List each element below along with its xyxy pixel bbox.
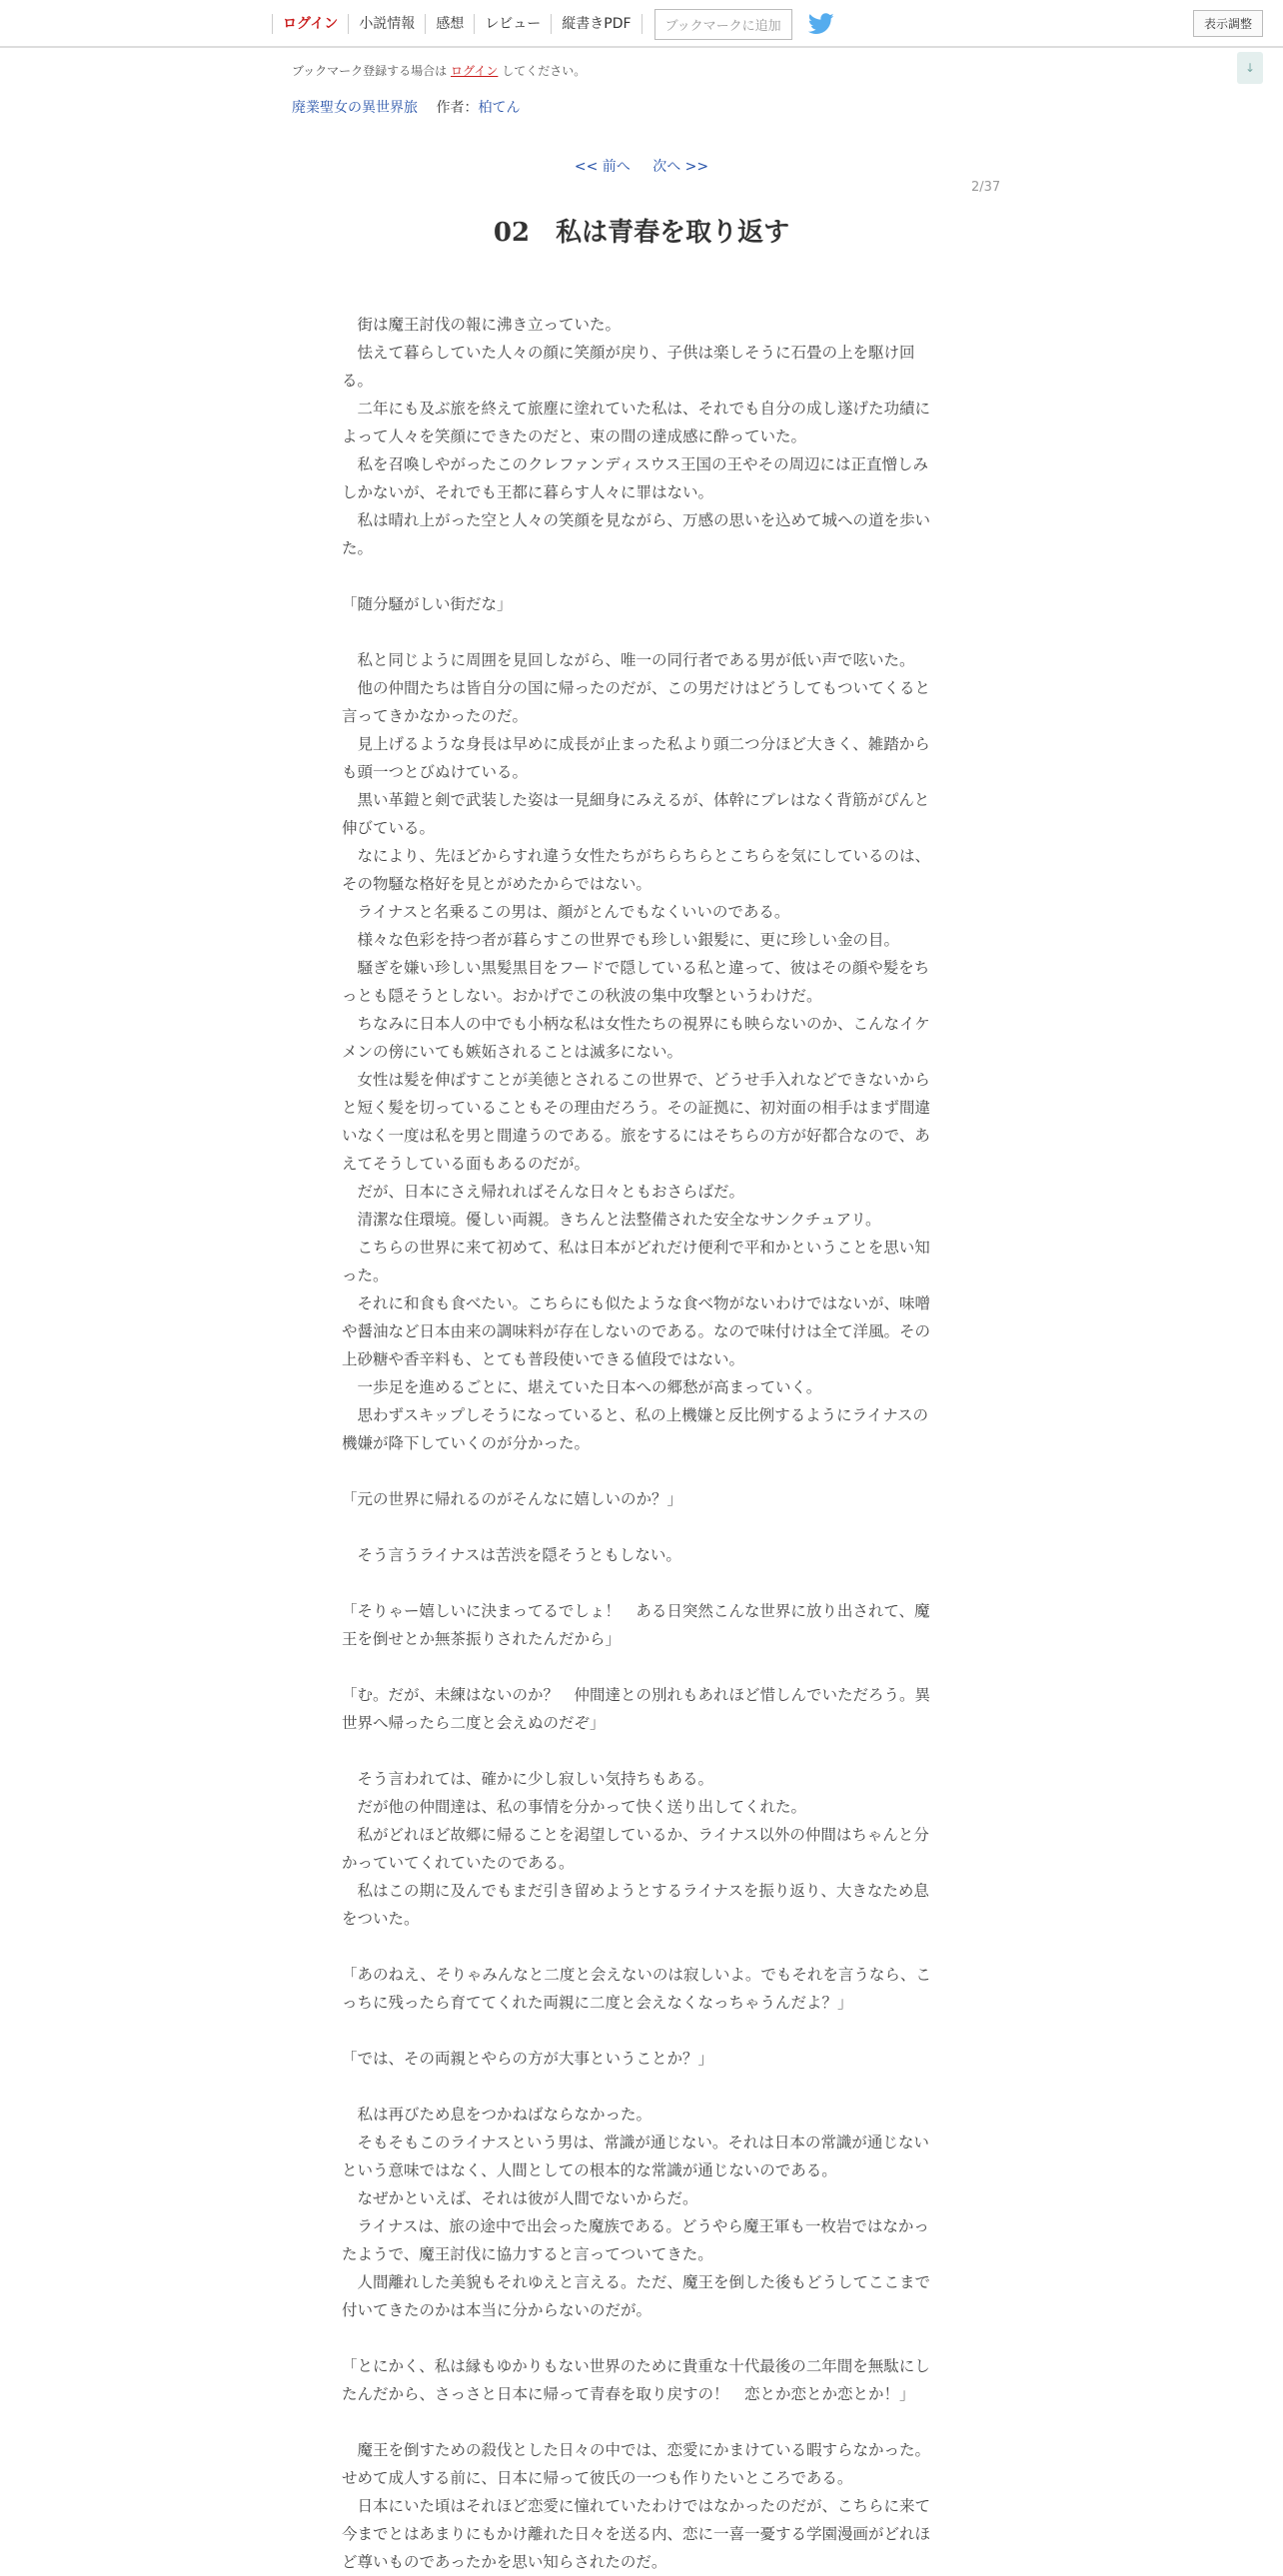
blank-line: [342, 1737, 937, 1765]
series-info: [292, 97, 520, 117]
novel-paragraph: 「そりゃー嬉しいに決まってるでしょ！ ある日突然こんな世界に放り出されて、魔王を倒せとか無茶振りされたんだから」: [342, 1602, 930, 1648]
novel-paragraph: 様々な色彩を持つ者が暮らすこの世界でも珍しい銀髪に、更に珍しい金の目。: [342, 931, 900, 949]
novel-paragraph: 私は晴れ上がった空と人々の笑顔を見ながら、万感の思いを込めて城への道を歩いた。: [342, 511, 931, 557]
chapter-title: 02 私は青春を取り返す: [493, 218, 790, 248]
nav-vertical-pdf[interactable]: 縦書きPDF: [551, 14, 642, 34]
novel-paragraph: 思わずスキップしそうになっていると、私の上機嫌と反比例するようにライナスの機嫌が降下していくのが分かった。: [342, 1406, 928, 1452]
notice-text-before: ブックマーク登録する場合は: [292, 64, 448, 78]
blank-line: [342, 562, 937, 590]
blank-line: [342, 1653, 937, 1681]
pager: [0, 156, 1283, 176]
nav-novel-info[interactable]: 小説情報: [348, 14, 425, 34]
blank-line: [342, 1513, 937, 1541]
novel-paragraph: 一歩足を進めるごとに、堪えていた日本への郷愁が高まっていく。: [342, 1378, 822, 1396]
novel-paragraph: 日本にいた頃はそれほど恋愛に憧れていたわけではなかったのだが、こちらに来て今までとはあまりにもかけ離れた日々を送る内、恋に一喜一憂する学園漫画がどれほど尊いものであったかを思い知らされたのだ。: [342, 2497, 931, 2571]
novel-paragraph: 怯えて暮らしていた人々の顔に笑顔が戻り、子供は楽しそうに石畳の上を駆け回る。: [342, 344, 915, 390]
author-label: 作者：: [436, 100, 479, 116]
blank-line: [342, 2324, 937, 2352]
add-bookmark-button[interactable]: ブックマークに追加: [654, 9, 792, 40]
novel-paragraph: 二年にも及ぶ旅を終えて旅塵に塗れていた私は、それでも自分の成し遂げた功績によって人々を笑顔にできたのだと、束の間の達成感に酔っていた。: [342, 400, 931, 445]
novel-paragraph: こちらの世界に来て初めて、私は日本がどれだけ便利で平和かということを思い知った。: [342, 1239, 930, 1285]
novel-paragraph: ライナスは、旅の途中で出会った魔族である。どうやら魔王軍も一枚岩ではなかったようで、魔王討伐に協力すると言ってついてきた。: [342, 2217, 929, 2263]
novel-paragraph: 私を召喚しやがったこのクレファンディスウス王国の王やその周辺には正直憎しみしかないが、それでも王都に暮らす人々に罪はない。: [342, 455, 928, 501]
blank-line: [342, 2073, 937, 2101]
top-bar: [0, 0, 1283, 48]
novel-paragraph: 人間離れした美貌もそれゆえと言える。ただ、魔王を倒した後もどうしてここまで付いてきたのかは本当に分からないのだが。: [342, 2273, 931, 2319]
blank-line: [342, 2017, 937, 2045]
novel-paragraph: 街は魔王討伐の報に沸き立っていた。: [342, 316, 622, 334]
next-link[interactable]: 次へ >>: [652, 159, 709, 175]
novel-paragraph: 他の仲間たちは皆自分の国に帰ったのだが、この男だけはどうしてもついてくると言ってきかなかったのだ。: [342, 679, 931, 725]
scroll-down-button[interactable]: ↓: [1237, 52, 1263, 84]
novel-paragraph: 「あのねえ、そりゃみんなと二度と会えないのは寂しいよ。でもそれを言うなら、こっちに残ったら育ててくれた両親に二度と会えなくなっちゃうんだよ？」: [342, 1966, 931, 2012]
nav-login[interactable]: ログイン: [272, 14, 348, 34]
blank-line: [342, 618, 937, 646]
novel-paragraph: そう言うライナスは苦渋を隠そうともしない。: [342, 1546, 681, 1564]
novel-paragraph: 「とにかく、私は縁もゆかりもない世界のために貴重な十代最後の二年間を無駄にしたんだから、さっさと日本に帰って青春を取り戻すの！ 恋とか恋とか恋とか！」: [342, 2357, 930, 2403]
novel-paragraph: 「随分騒がしい街だな」: [342, 595, 513, 613]
blank-line: [342, 1933, 937, 1961]
display-adjust-button[interactable]: 表示調整: [1193, 10, 1263, 37]
novel-paragraph: 私はこの期に及んでもまだ引き留めようとするライナスを振り返り、大きなため息をついた。: [342, 1882, 929, 1928]
top-nav: [272, 6, 834, 42]
series-title-link[interactable]: 廃業聖女の異世界旅: [292, 100, 418, 116]
novel-paragraph: なにより、先ほどからすれ違う女性たちがちらちらとこちらを気にしているのは、その物騒な格好を見とがめたからではない。: [342, 847, 931, 893]
novel-paragraph: 黒い革鎧と剣で武装した姿は一見細身にみえるが、体幹にブレはなく背筋がぴんと伸びている。: [342, 791, 930, 837]
novel-paragraph: 騒ぎを嫌い珍しい黒髪黒目をフードで隠している私と違って、彼はその顔や髪をちっとも隠そうとしない。おかげでこの秋波の集中攻撃というわけだ。: [342, 959, 930, 1005]
page-count: 2/37: [971, 180, 1001, 195]
prev-link[interactable]: << 前へ: [574, 159, 631, 175]
novel-paragraph: 「では、その両親とやらの方が大事ということか？」: [342, 2050, 714, 2068]
novel-paragraph: 清潔な住環境。優しい両親。きちんと法整備された安全なサンクチュアリ。: [342, 1211, 881, 1229]
novel-paragraph: 私がどれほど故郷に帰ることを渇望しているか、ライナス以外の仲間はちゃんと分かっていてくれていたのである。: [342, 1826, 929, 1872]
novel-paragraph: 私は再びため息をつかねばならなかった。: [342, 2106, 652, 2124]
blank-line: [342, 2408, 937, 2436]
notice-login-link[interactable]: ログイン: [451, 64, 499, 78]
nav-impressions[interactable]: 感想: [425, 14, 474, 34]
novel-paragraph: それに和食も食べたい。こちらにも似たような食べ物がないわけではないが、味噌や醤油など日本由来の調味料が存在しないのである。なので味付けは全て洋風。その上砂糖や香辛料も、とても普段使いできる値段ではない。: [342, 1294, 931, 1368]
novel-paragraph: 「む。だが、未練はないのか？ 仲間達との別れもあれほど惜しんでいただろう。異世界へ帰ったら二度と会えぬのだぞ」: [342, 1686, 931, 1732]
novel-paragraph: なぜかといえば、それは彼が人間でないからだ。: [342, 2189, 698, 2207]
blank-line: [342, 1569, 937, 1597]
twitter-bird-icon[interactable]: [808, 13, 834, 35]
novel-paragraph: 私と同じように周囲を見回しながら、唯一の同行者である男が低い声で呟いた。: [342, 651, 915, 669]
novel-paragraph: そもそもこのライナスという男は、常識が通じない。それは日本の常識が通じないという意味ではなく、人間としての根本的な常識が通じないのである。: [342, 2134, 929, 2179]
novel-paragraph: 「元の世界に帰れるのがそんなに嬉しいのか？」: [342, 1490, 683, 1508]
novel-paragraph: だが他の仲間達は、私の事情を分かって快く送り出してくれた。: [342, 1798, 807, 1816]
novel-paragraph: ちなみに日本人の中でも小柄な私は女性たちの視界にも映らないのか、こんなイケメンの傍にいても嫉妬されることは滅多にない。: [342, 1015, 930, 1061]
blank-line: [342, 1457, 937, 1485]
novel-paragraph: ライナスと名乗るこの男は、顔がとんでもなくいいのである。: [342, 903, 790, 921]
novel-paragraph: そう言われては、確かに少し寂しい気持ちもある。: [342, 1770, 714, 1788]
novel-paragraph: 見上げるような身長は早めに成長が止まった私より頭二つ分ほど大きく、雑踏からも頭一つとびぬけている。: [342, 735, 930, 781]
notice-text-after: してください。: [502, 64, 587, 78]
novel-paragraph: 魔王を倒すための殺伐とした日々の中では、恋愛にかまけている暇すらなかった。せめて成人する前に、日本に帰って彼氏の一つも作りたいところである。: [342, 2441, 931, 2487]
author-link[interactable]: 柏てん: [478, 100, 521, 116]
bookmark-notice: [292, 62, 586, 79]
novel-body: [342, 311, 937, 2576]
nav-review[interactable]: レビュー: [474, 14, 551, 34]
novel-paragraph: 女性は髪を伸ばすことが美徳とされるこの世界で、どうせ手入れなどできないからと短く髪を切っていることもその理由だろう。その証拠に、初対面の相手はまず間違いなく一度は私を男と間違うのである。旅をするにはそちらの方が好都合なので、あえてそうしている面もあるのだが。: [342, 1071, 931, 1173]
novel-paragraph: だが、日本にさえ帰れればそんな日々ともおさらばだ。: [342, 1183, 745, 1201]
